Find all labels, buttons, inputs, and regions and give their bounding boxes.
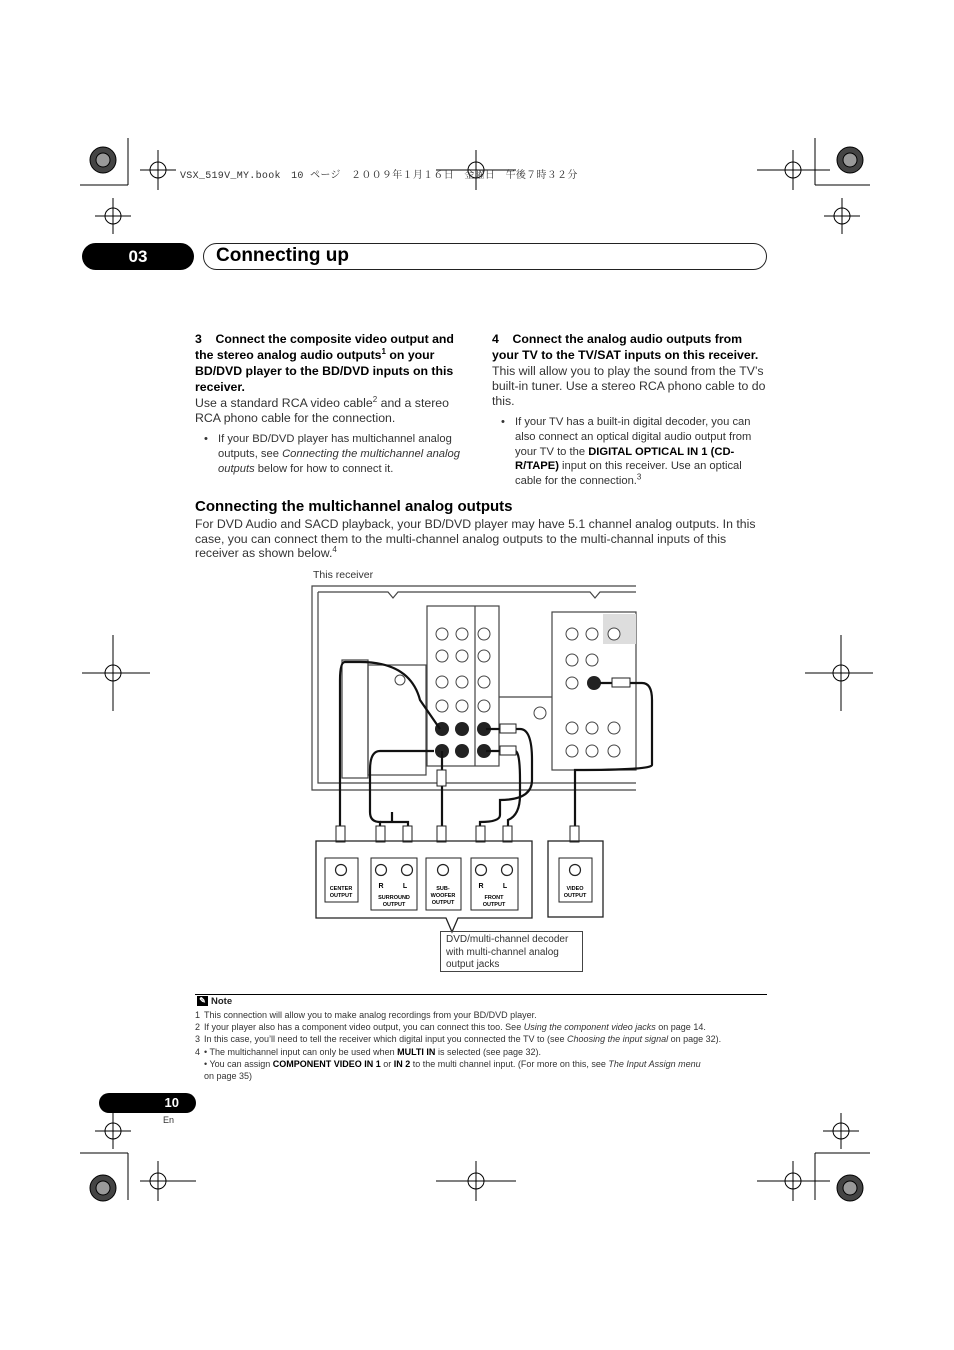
jack-surround-l2: OUTPUT (382, 902, 406, 908)
note-4b-cont: on page 35) (204, 1071, 253, 1082)
file-info-line: VSX_519V_MY.book 10 ページ ２００９年１月１６日 金曜日 午後７時３２分 (180, 171, 578, 182)
note-icon: ✎ (197, 996, 208, 1006)
jack-video-l1: VIDEO (566, 886, 584, 892)
jack-surround-l: L (402, 883, 408, 890)
note-4b: • You can assign COMPONENT VIDEO IN 1 or IN 2 to the multi channel input. (For more on this, see The Input Assign menu (204, 1058, 701, 1069)
connection-diagram (300, 580, 660, 980)
jack-surround-r: R (378, 883, 384, 890)
step-4-body: This will allow you to play the sound from the TV’s built-in tuner. Use a stereo RCA phono cable to do this. (492, 364, 766, 408)
jack-center-l1: CENTER (329, 886, 353, 892)
page-language: En (163, 1115, 175, 1125)
step-4-heading: 4 Connect the analog audio outputs from your TV to the TV/SAT inputs on this receiver. (492, 332, 759, 362)
step-3 (195, 331, 473, 476)
jack-front-l1: FRONT (484, 895, 504, 901)
jack-surround-l1: SURROUND (378, 895, 410, 901)
receiver-label: This receiver (313, 569, 374, 581)
step-3-body: Use a standard RCA video cable$^2$ and a stereo RCA phono cable for the connection. (195, 394, 449, 425)
section-body: For DVD Audio and SACD playback, your BD/DVD player may have 5.1 channel analog outputs. In this case, you can connect them to the multi-channel analog outputs to the multi-channal inputs of this receiver as shown below.$^4$ (195, 517, 756, 561)
chapter-number: 03 (82, 243, 194, 270)
note-1: 1 This connection will allow you to make analog recordings from your BD/DVD player. (195, 1010, 537, 1020)
section-heading: Connecting the multichannel analog outputs (195, 498, 513, 515)
jack-sub-l3: OUTPUT (431, 900, 455, 906)
step-4 (492, 331, 767, 489)
step-3-heading: 3 Connect the composite video output and the stereo analog audio outputs$^1$ on your BD/DVD player to the BD/DVD inputs on this receiver. (195, 332, 454, 394)
chapter-title: Connecting up (203, 243, 767, 270)
jack-front-l2: OUTPUT (482, 902, 506, 908)
step-4-bullet: • If your TV has a built-in digital decoder, you can also connect an optical digital audio output from your TV to the DIGITAL OPTICAL IN 1 (CD-R/TAPE) input on this receiver. Use an optical cable for the connection.$^3$ (501, 416, 752, 488)
note-heading: ✎ Note (197, 996, 232, 1007)
jack-video-l2: OUTPUT (563, 893, 587, 899)
jack-front-r: R (478, 883, 484, 890)
note-4a: 4 • The multichannel input can only be used when MULTI IN is selected (see page 32). (195, 1046, 541, 1057)
decoder-caption: DVD/multi-channel decoder with multi-channel analog output jacks (440, 931, 583, 972)
note-3: 3 In this case, you’ll need to tell the receiver which digital input you connected the TV to (see Choosing the input signal on page 32). (195, 1034, 722, 1045)
step-3-bullet: • If your BD/DVD player has multichannel analog outputs, see Connecting the multichannel analog outputs below for how to connect it. (204, 433, 460, 475)
jack-front-l: L (502, 883, 508, 890)
page-number: 10 (99, 1093, 196, 1113)
jack-sub-l2: WOOFER (430, 893, 456, 899)
note-2: 2 If your player also has a component video output, you can connect this too. See Using the component video jacks on page 14. (195, 1022, 706, 1033)
multichannel-link[interactable]: Connecting the multichannel analog outputs (218, 447, 460, 475)
note-divider (195, 994, 767, 995)
jack-center-l2: OUTPUT (329, 893, 353, 899)
notes-list (195, 1009, 770, 1082)
jack-sub-l1: SUB- (436, 886, 450, 892)
